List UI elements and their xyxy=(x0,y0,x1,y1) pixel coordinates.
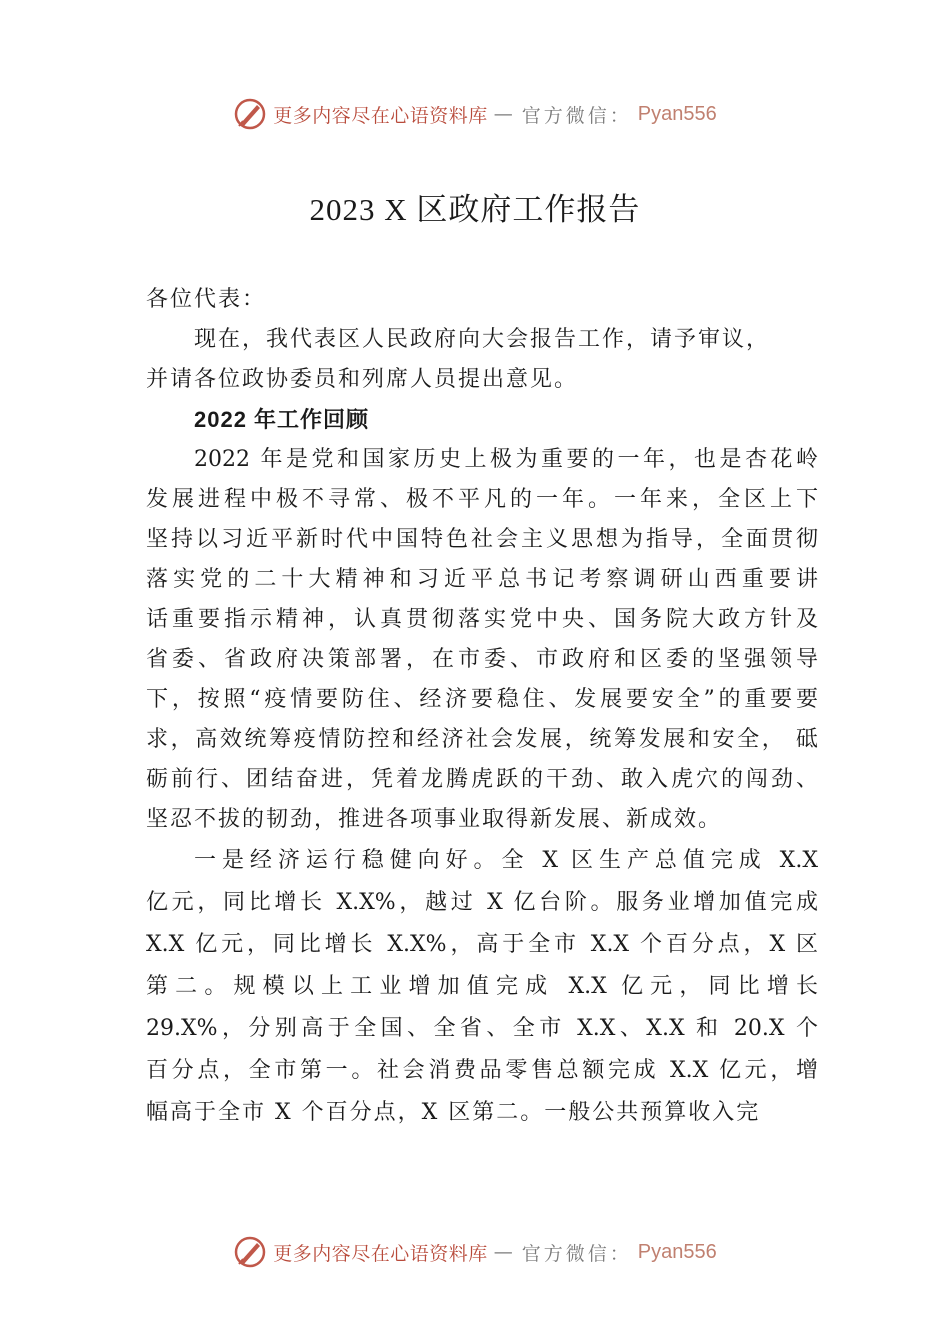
document-body xyxy=(146,280,818,1134)
paragraph-line: 亿元，同比增长 X.X%，越过 X 亿台阶。服务业增加值完成 xyxy=(146,890,818,915)
salutation: 各位代表： xyxy=(146,287,267,312)
paragraph-line: 一是经济运行稳健向好。全 X 区生产总值完成 X.X xyxy=(194,848,818,873)
watermark-label: 官方微信： xyxy=(521,104,632,127)
quill-pen-circle-icon xyxy=(233,97,267,131)
watermark-text: 更多内容尽在心语资料库 xyxy=(273,1242,488,1265)
document-title: 2023 X 区政府工作报告 xyxy=(309,192,641,227)
paragraph-line: X.X 亿元，同比增长 X.X%，高于全市 X.X 个百分点，X 区 xyxy=(146,932,818,957)
paragraph-line: 发展进程中极不寻常、极不平凡的一年。一年来，全区上下 xyxy=(146,487,818,512)
watermark-banner-top xyxy=(0,94,950,134)
paragraph-line: 第二。规模以上工业增加值完成 X.X 亿元，同比增长 xyxy=(146,974,818,999)
paragraph-line: 2022 年是党和国家历史上极为重要的一年，也是杏花岭 xyxy=(194,447,818,472)
section-heading: 2022 年工作回顾 xyxy=(194,407,370,432)
paragraph-line: 坚持以习近平新时代中国特色社会主义思想为指导，全面贯彻 xyxy=(146,527,818,552)
paragraph-line: 省委、省政府决策部署，在市委、市政府和区委的坚强领导 xyxy=(146,647,818,672)
paragraph-line: 29.X%，分别高于全国、全省、全市 X.X、X.X 和 20.X 个 xyxy=(146,1016,818,1041)
intro-line: 现在，我代表区人民政府向大会报告工作，请予审议， xyxy=(194,327,771,352)
watermark-id: Pyan556 xyxy=(637,102,717,125)
watermark-dash: — xyxy=(493,1241,516,1263)
paragraph-line: 坚忍不拔的韧劲，推进各项事业取得新发展、新成效。 xyxy=(146,807,723,832)
watermark-id: Pyan556 xyxy=(637,1240,717,1263)
watermark-text: 更多内容尽在心语资料库 xyxy=(273,104,488,127)
watermark-label: 官方微信： xyxy=(521,1242,632,1265)
watermark-banner-bottom xyxy=(0,1232,950,1272)
paragraph-line: 求，高效统筹疫情防控和经济社会发展，统筹发展和安全， 砥 xyxy=(146,727,818,752)
paragraph-line: 幅高于全市 X 个百分点，X 区第二。一般公共预算收入完 xyxy=(146,1100,761,1125)
paragraph-line: 砺前行、团结奋进，凭着龙腾虎跃的干劲、敢入虎穴的闯劲、 xyxy=(146,767,818,792)
paragraph-line: 话重要指示精神，认真贯彻落实党中央、国务院大政方针及 xyxy=(146,607,818,632)
intro-line: 并请各位政协委员和列席人员提出意见。 xyxy=(146,367,579,392)
paragraph-line: 落实党的二十大精神和习近平总书记考察调研山西重要讲 xyxy=(146,567,818,592)
paragraph-line: 下，按照“疫情要防住、经济要稳住、发展要安全”的重要要 xyxy=(146,687,818,712)
quill-pen-circle-icon xyxy=(233,1235,267,1269)
watermark-dash: — xyxy=(493,103,516,125)
paragraph-line: 百分点，全市第一。社会消费品零售总额完成 X.X 亿元，增 xyxy=(146,1058,818,1083)
